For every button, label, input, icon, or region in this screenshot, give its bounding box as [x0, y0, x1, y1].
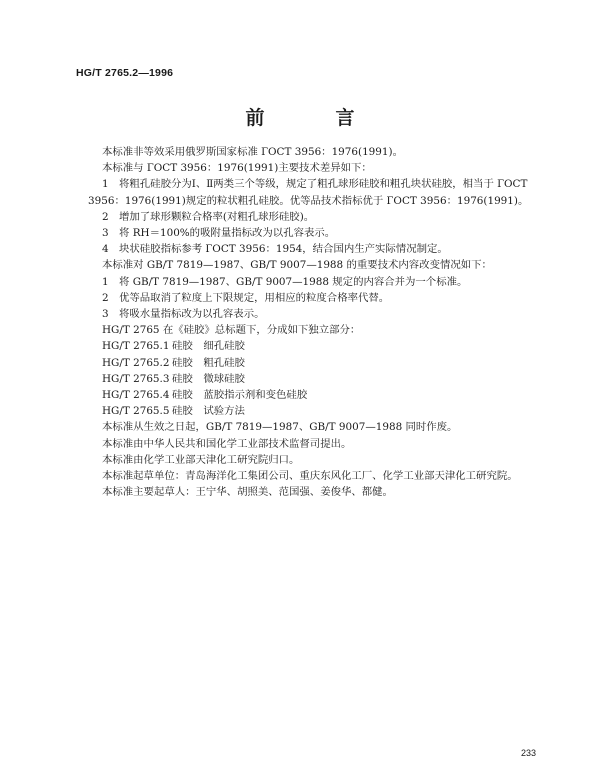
part-name: 细孔硅胶 [203, 340, 245, 353]
part-name: 蓝胶指示剂和变色硅胶 [203, 389, 308, 402]
page-title: 前 言 [245, 107, 381, 129]
part-group: 硅胶 [172, 372, 193, 385]
part-group: 硅胶 [172, 405, 193, 418]
document-code: HG/T 2765.2—1996 [76, 67, 174, 79]
list-item: 1 将 GB/T 7819—1987、GB/T 9007—1988 规定的内容合并为一个标准。 [102, 275, 468, 288]
part-code: HG/T 2765.3 [102, 372, 170, 385]
list-item: 3 将吸水量指标改为以孔容表示。 [102, 308, 265, 321]
paragraph: 本标准对 GB/T 7819—1987、GB/T 9007—1988 的重要技术内容改变情况如下： [102, 259, 492, 272]
list-item: 2 优等品取消了粒度上下限规定，用相应的粒度合格率代替。 [102, 291, 390, 304]
paragraph: 本标准从生效之日起，GB/T 7819—1987、GB/T 9007—1988 同时作废。 [102, 421, 458, 434]
part-list-item [88, 403, 548, 419]
paragraph: 本标准由化学工业部天津化工研究院归口。 [102, 453, 300, 466]
part-list-item [88, 355, 548, 371]
paragraph: 本标准起草单位：青岛海洋化工集团公司、重庆东风化工厂、化学工业部天津化工研究院。 [102, 470, 518, 483]
part-list-item [88, 371, 548, 387]
part-code: HG/T 2765.4 [102, 389, 170, 402]
list-item: 3 将 RH＝100%的吸附量指标改为以孔容表示。 [102, 227, 336, 240]
list-item: 4 块状硅胶指标参考 ГОСТ 3956：1954，结合国内生产实际情况制定。 [102, 243, 448, 256]
part-group: 硅胶 [172, 356, 193, 369]
part-name: 微球硅胶 [203, 372, 245, 385]
part-list-item [88, 338, 548, 354]
part-list-item [88, 387, 548, 403]
paragraph: 本标准与 ГОСТ 3956：1976(1991)主要技术差异如下： [102, 162, 372, 175]
paragraph: HG/T 2765 在《硅胶》总标题下，分成如下独立部分： [102, 324, 361, 337]
page-number: 233 [521, 748, 537, 758]
part-name: 试验方法 [203, 405, 245, 418]
list-item: 1 将粗孔硅胶分为Ⅰ、Ⅱ两类三个等级，规定了粗孔球形硅胶和粗孔块状硅胶，相当于 ГОСТ 3956：1976(1991)规定的粒状粗孔硅胶。优等品技术指标优于 ГОСТ 3956：1976(1991)。 [88, 178, 529, 207]
paragraph: 本标准非等效采用俄罗斯国家标准 ГОСТ 3956：1976(1991)。 [102, 146, 403, 158]
part-name: 粗孔硅胶 [203, 356, 245, 369]
document-body [88, 144, 548, 500]
part-group: 硅胶 [172, 340, 193, 353]
paragraph: 本标准主要起草人：王宁华、胡照美、范国强、姜俊华、都健。 [102, 486, 393, 499]
part-code: HG/T 2765.5 [102, 405, 170, 418]
part-code: HG/T 2765.2 [102, 356, 170, 369]
part-code: HG/T 2765.1 [102, 340, 170, 353]
part-group: 硅胶 [172, 389, 193, 402]
paragraph: 本标准由中华人民共和国化学工业部技术监督司提出。 [102, 437, 352, 450]
list-item: 2 增加了球形颗粒合格率(对粗孔球形硅胶)。 [102, 210, 315, 223]
